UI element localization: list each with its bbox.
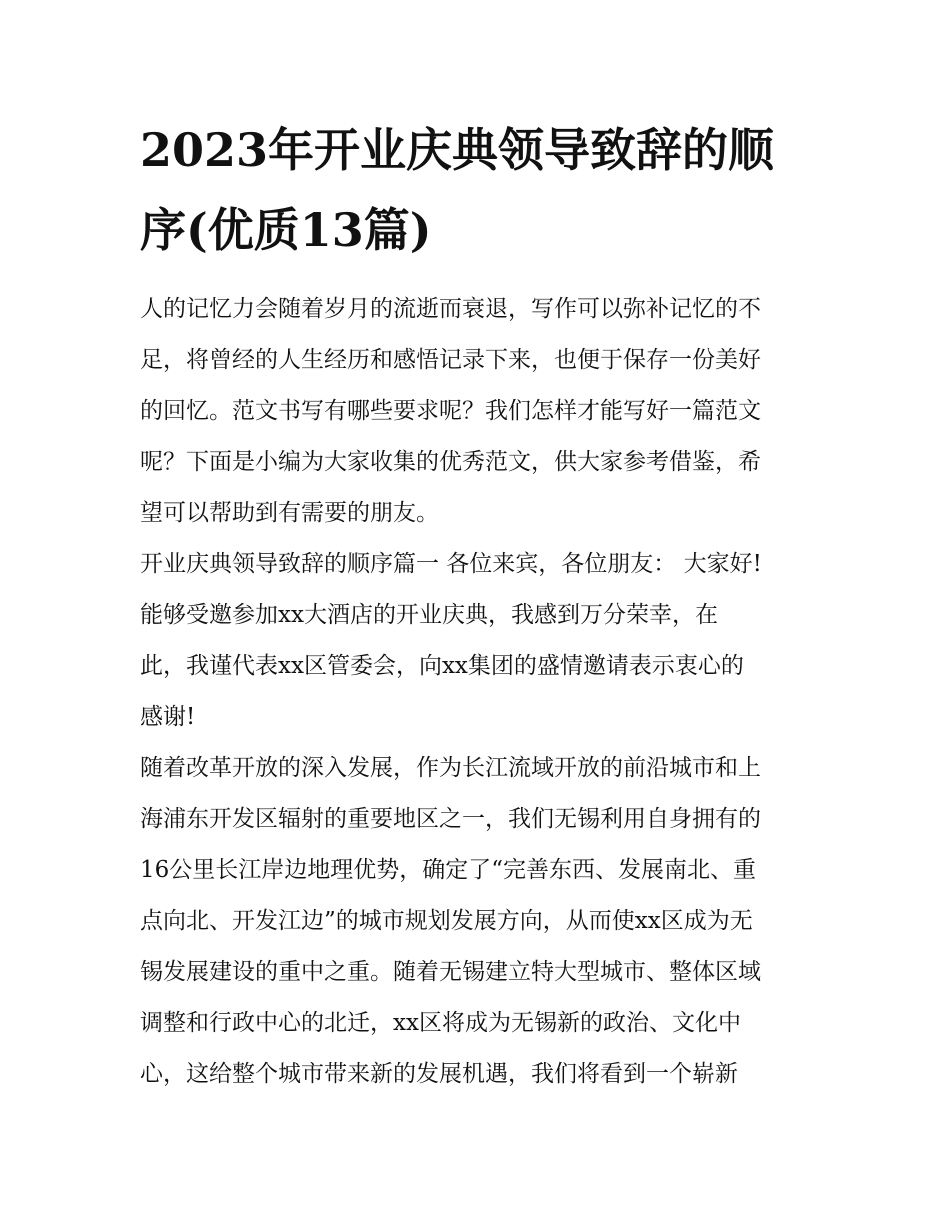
- document-page: [140, 110, 820, 1100]
- text-line: 的回忆。范文书写有哪些要求呢？我们怎样才能写好一篇范文: [140, 398, 761, 424]
- title-line: 2023年开业庆典领导致辞的顺: [140, 123, 775, 177]
- text-line: 心，这给整个城市带来新的发展机遇，我们将看到一个崭新: [140, 1061, 738, 1087]
- text-line: 调整和行政中心的北迁，xx区将成为无锡新的政治、文化中: [140, 1010, 741, 1036]
- text-line: 随着改革开放的深入发展，作为长江流域开放的前沿城市和上: [140, 755, 761, 781]
- text-line: 16公里长江岸边地理优势，确定了“完善东西、发展南北、重: [140, 857, 757, 883]
- text-line: 足，将曾经的人生经历和感悟记录下来，也便于保存一份美好: [140, 347, 761, 373]
- text-line: 感谢!: [140, 704, 196, 730]
- text-line: 呢？下面是小编为大家收集的优秀范文，供大家参考借鉴，希: [140, 449, 761, 475]
- text-line: 此，我谨代表xx区管委会，向xx集团的盛情邀请表示衷心的: [140, 653, 744, 679]
- text-line: 望可以帮助到有需要的朋友。: [140, 500, 439, 526]
- paragraph-development: [140, 743, 820, 1100]
- title-line: 序(优质13篇): [140, 203, 432, 257]
- text-line: 锡发展建设的重中之重。随着无锡建立特大型城市、整体区域: [140, 959, 761, 985]
- text-line: 海浦东开发区辐射的重要地区之一，我们无锡利用自身拥有的: [140, 806, 761, 832]
- text-line: 能够受邀参加xx大酒店的开业庆典，我感到万分荣幸，在: [140, 602, 718, 628]
- paragraph-intro: [140, 284, 820, 539]
- text-line: 开业庆典领导致辞的顺序篇一 各位来宾，各位朋友： 大家好!: [140, 551, 762, 577]
- document-body: [140, 284, 820, 1100]
- paragraph-speech-opening: [140, 539, 820, 743]
- document-title: [140, 110, 820, 270]
- text-line: 人的记忆力会随着岁月的流逝而衰退，写作可以弥补记忆的不: [140, 296, 761, 322]
- text-line: 点向北、开发江边”的城市规划发展方向，从而使xx区成为无: [140, 908, 753, 934]
